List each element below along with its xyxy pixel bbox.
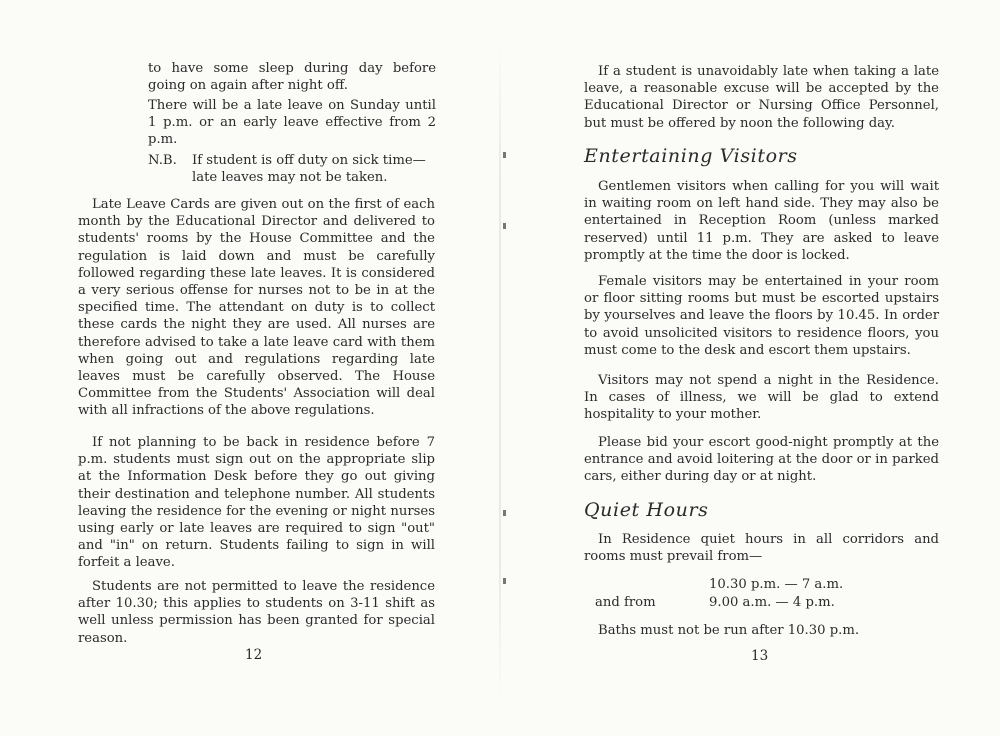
right-page (500, 0, 1000, 736)
escort-paragraph: Please bid your escort good-night promptly at the entrance and avoid loitering at the door or in parked cars, either during day or at night. (584, 435, 939, 485)
page-number-right: 13 (751, 648, 769, 664)
visitors-night-paragraph: Visitors may not spend a night in the Residence. In cases of illness, we will be glad to extend hospitality to your mother. (584, 373, 939, 423)
quiet-time-1: 10.30 p.m. — 7 a.m. (709, 577, 844, 592)
late-excuse-paragraph: If a student is unavoidably late when taking a late leave, a reasonable excuse will be accepted by the Educational Director or Nursing Office Personnel, but must be offered by noon the following day. (584, 64, 939, 131)
note-text: If student is off duty on sick time— late leaves may not be taken. (192, 153, 426, 186)
female-visitors-paragraph: Female visitors may be entertained in your room or floor sitting rooms but must be escorted upstairs by yourselves and leave the floors by 10.45. In order to avoid unsolicited visitors to residence floors, you must come to the desk and escort them upstairs. (584, 274, 939, 358)
late-leave-cards-paragraph: Late Leave Cards are given out on the first of each month by the Educational Director and delivered to students' rooms by the House Committee and the regulation is laid down and must be carefully followed regarding these late leaves. It is considered a very serious offense for nurses not to be in at the specified time. The attendant on duty is to collect these cards the night they are used. All nurses are therefore advised to take a late leave card with them when going out and regulations regarding late leaves must be carefully observed. The House Committee from the Students' Association will deal with all infractions of the above regulations. (78, 197, 435, 419)
continuation-paragraph: to have some sleep during day before going on again after night off. (148, 61, 436, 94)
quiet-time-2: 9.00 a.m. — 4 p.m. (709, 595, 835, 610)
quiet-hours-heading: Quiet Hours (584, 499, 709, 521)
entertaining-visitors-heading: Entertaining Visitors (584, 145, 798, 167)
page-number-left: 12 (245, 647, 263, 663)
and-from-label: and from (595, 595, 656, 610)
sign-out-paragraph: If not planning to be back in residence before 7 p.m. students must sign out on the appropriate slip at the Information Desk before they go out giving their destination and telephone number. All students leaving the residence for the evening or night nurses using early or late leaves are required to sign "out" and "in" on return. Students failing to sign in will forfeit a leave. (78, 435, 435, 571)
note-label: N.B. (148, 153, 177, 168)
quiet-intro-paragraph: In Residence quiet hours in all corridors and rooms must prevail from— (584, 532, 939, 565)
baths-rule: Baths must not be run after 10.30 p.m. (598, 623, 860, 638)
sunday-late-leave-paragraph: There will be a late leave on Sunday until 1 p.m. or an early leave effective from 2 p.m. (148, 98, 436, 148)
gentlemen-visitors-paragraph: Gentlemen visitors when calling for you will wait in waiting room on left hand side. They may also be entertained in Reception Room (unless marked reserved) until 11 p.m. They are asked to leave promptly at the time the door is locked. (584, 179, 939, 263)
not-permitted-paragraph: Students are not permitted to leave the residence after 10.30; this applies to students on 3-11 shift as well unless permission has been granted for special reason. (78, 579, 435, 646)
